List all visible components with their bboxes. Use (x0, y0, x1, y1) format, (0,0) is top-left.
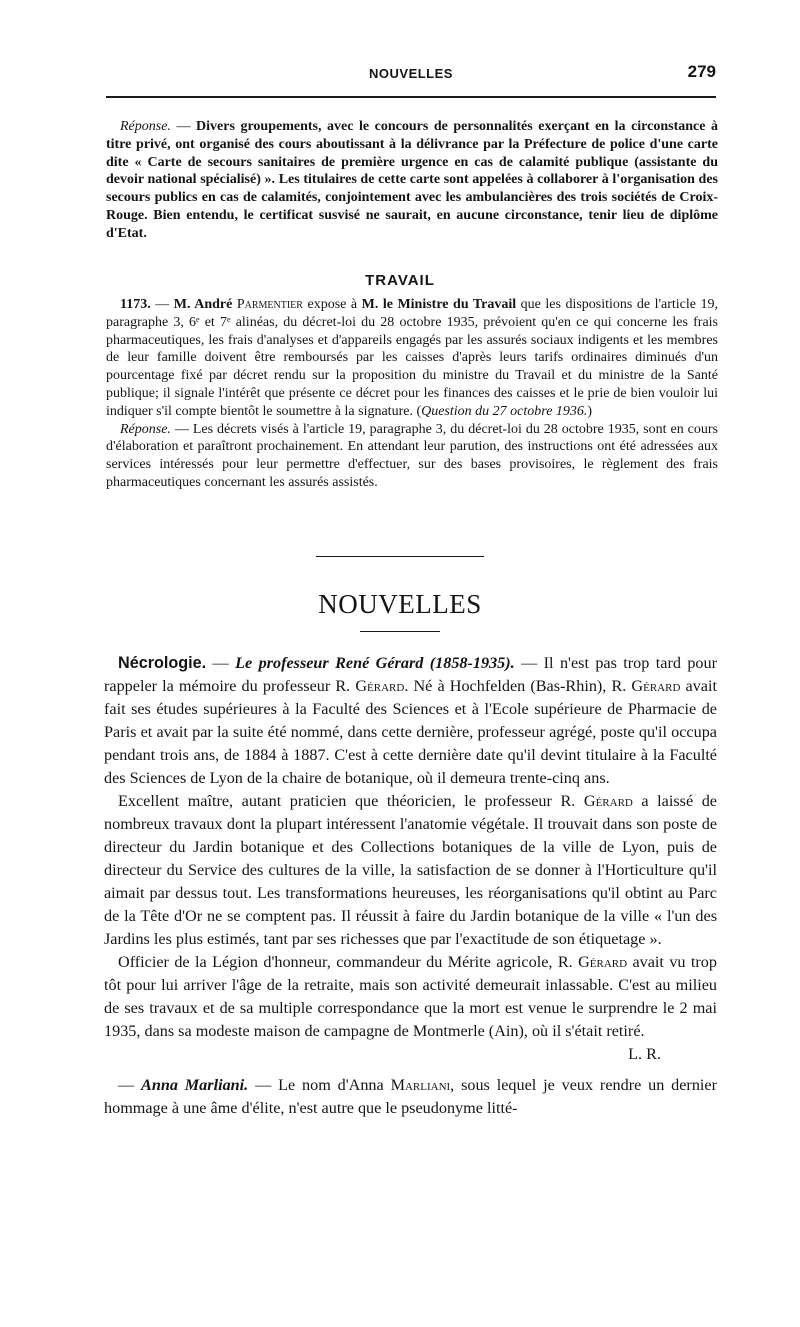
reponse-label: Réponse. (120, 119, 171, 134)
p2-part-b: a laissé de nombreux travaux dont la plupart intéressent l'anatomie végétale. Il trouvait dans son poste de directeur du Jardin botanique et des Collections botaniques de la ville de Lyon, puis de directeur du Service des cultures de la ville, la satisfaction de se donner à l'Horticulture qu'il aimait par dessus tout. Les transformations heureuses, les réorganisations qu'il obtint au Parc de la Tête d'Or ne se comptent pas. Il réussit à faire du Jardin botanique de la ville « l'un des Jardins les plus estimés, tant par ses richesses que par l'exactitude de son étiquetage ». (104, 792, 717, 948)
marliani-paragraph (104, 1074, 717, 1120)
reponse-block (106, 118, 718, 243)
author-signature: L. R. (628, 1045, 661, 1063)
p4-part-a: — Le nom d'Anna (248, 1076, 391, 1094)
question-close: ) (587, 403, 593, 419)
answer-paragraph (106, 421, 718, 492)
reponse-dash: — (170, 119, 197, 134)
p4-part-b: , sous lequel je veux rendre un dernier hommage à une âme d'élite, n'est autre que le pseudonyme litté- (104, 1076, 717, 1117)
separator-rule-top (316, 556, 484, 557)
necrology-paragraph-2 (104, 790, 717, 951)
question-number: 1173. (120, 297, 151, 312)
p3-part-a: Officier de la Légion d'honneur, commandeur du Mérite agricole, R. (118, 953, 579, 971)
p3-part-b: avait vu trop tôt pour lui arriver l'âge de la retraite, mais son activité demeurait inlassable. C'est au milieu de ses travaux et de sa multiple correspondance que la mort est venue le surprendre le 2 mai 1935, dans sa modeste maison de campagne de Montmerle (Ain), où il s'était retiré. (104, 953, 717, 1040)
reponse-paragraph (106, 118, 718, 243)
question-paragraph (106, 296, 718, 421)
necrology-title: Le professeur René Gérard (1858-1935). (235, 654, 515, 672)
travail-heading: TRAVAIL (365, 272, 435, 289)
question-addressee: M. le Ministre du Travail (361, 297, 517, 312)
surname-marliani: Marliani (390, 1076, 451, 1094)
running-title: NOUVELLES (369, 66, 453, 81)
answer-dash: — (170, 421, 193, 437)
reponse-text: Divers groupements, avec le concours de personnalités exerçant en la circonstance à titre privé, ont organisé des cours aboutissant à la délivrance par la Préfecture de police d'une carte dite « Carte de secours sanitaires de première urgence en cas de calamité publique (assistante du devoir national spécialisé) ». Les titulaires de cette carte sont appelées à collaborer à l'organisation des secours publics en cas de calamités, conjointement avec les ambulancières des trois sociétés de Croix-Rouge. Bien entendu, le certificat susvisé ne saurait, en aucune circonstance, tenir lieu de diplôme d'Etat. (106, 119, 719, 241)
nouvelles-heading: NOUVELLES (318, 589, 482, 619)
necrology-paragraph-3 (104, 951, 717, 1043)
marliani-title: Anna Marliani. (141, 1076, 249, 1094)
necrology-label: Nécrologie. (118, 654, 207, 672)
question-text: que les dispositions de l'article 19, paragraphe 3, 6ᵉ et 7ᵉ alinéas, du décret-loi du 28 octobre 1935, prévoient qu'en ce qui concerne les frais pharmaceutiques, les frais d'analyses et d'appareils engagés par les assurés sociaux indigents et les membres de leur famille doivent être remboursés par les caisses d'après leurs tarifs ordinaires diminués d'un pourcentage fixé par décret rendu sur la proposition du ministre du Travail et du ministre de la Santé publique; il signale l'intérêt que présente ce décret pour les finances des caisses et le prie de bien vouloir lui indiquer s'il compte bientôt le soumettre à la signature. ( (106, 297, 718, 419)
surname-gerard: Gérard (578, 953, 628, 971)
question-date: Question du 27 octobre 1936. (421, 403, 588, 419)
surname-gerard: Gérard (631, 677, 681, 695)
page-number: 279 (687, 62, 716, 81)
surname-gerard: Gérard (583, 792, 633, 810)
p1-part-c: avait fait ses études supérieures à la Faculté des Sciences et à l'Ecole supérieure de Pharmacie de Paris et avait par la suite été nommé, dans cette dernière, professeur agrégé, poste qu'il occupa pendant trois ans, de 1884 à 1887. C'est à cette dernière date qu'il devint titulaire à la Faculté des Sciences de Lyon de la chaire de botanique, où il demeura trente-cinq ans. (104, 677, 717, 787)
necrology-dash: — (206, 654, 236, 672)
necrology-paragraph-1 (104, 652, 717, 790)
question-intro: M. André (173, 297, 237, 312)
separator-rule-bottom (360, 631, 440, 632)
p1-part-a: — Il n'est pas trop tard pour rappeler la mémoire du professeur R. (104, 654, 717, 695)
question-verb: expose à (302, 297, 362, 312)
nouvelles-body (104, 652, 717, 1120)
p1-part-b: . Né à Hochfelden (Bas-Rhin), R. (404, 677, 632, 695)
answer-label: Réponse. (120, 421, 171, 437)
answer-text: Les décrets visés à l'article 19, paragraphe 3, du décret-loi du 28 octobre 1935, sont en cours d'élaboration et paraîtront prochainement. En attendant leur parution, des instructions ont été adressées aux services intéressés pour leur permettre d'effectuer, sur des bases provisoires, le règlement des frais pharmaceutiques concernant les assurés assistés. (106, 421, 718, 490)
surname-gerard: Gérard (355, 677, 405, 695)
running-header (106, 56, 716, 98)
travail-block (106, 296, 718, 492)
question-dash: — (150, 297, 174, 312)
marliani-dash: — (118, 1076, 142, 1094)
p2-part-a: Excellent maître, autant praticien que théoricien, le professeur R. (118, 792, 584, 810)
deputy-name: Parmentier (236, 297, 303, 312)
